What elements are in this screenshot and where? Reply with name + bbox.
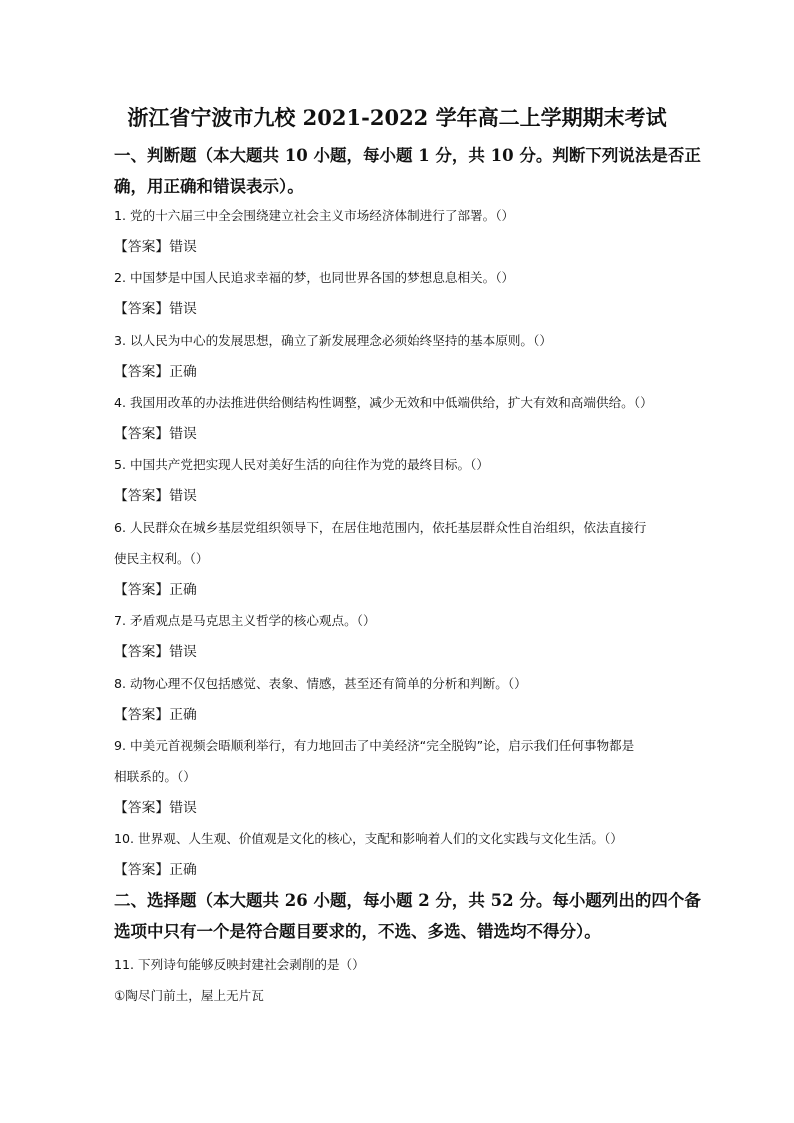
answer-tag: 【答案】 xyxy=(114,582,170,598)
answer-value: 正确 xyxy=(169,364,197,380)
answer-tag: 【答案】 xyxy=(114,301,170,317)
answer-3 xyxy=(114,362,197,382)
answer-value: 正确 xyxy=(169,707,197,723)
answer-tag: 【答案】 xyxy=(114,644,170,660)
question-9-continued: 相联系的。（） xyxy=(114,769,196,784)
answer-9 xyxy=(114,798,197,818)
section-heading-choice: 二、选择题（本大题共 26 小题，每小题 2 分，共 52 分。每小题列出的四个备选项中只有一个是符合题目要求的，不选、多选、错选均不得分）。 xyxy=(114,891,701,941)
answer-2 xyxy=(114,299,197,319)
answer-tag: 【答案】 xyxy=(114,239,170,255)
question-6: 6. 人民群众在城乡基层党组织领导下，在居住地范围内，依托基层群众性自治组织，依法直接行 xyxy=(114,520,647,535)
answer-tag: 【答案】 xyxy=(114,800,170,816)
answer-value: 错误 xyxy=(169,239,197,255)
question-10: 10. 世界观、人生观、价值观是文化的核心，支配和影响着人们的文化实践与文化生活。（） xyxy=(114,831,623,846)
answer-8 xyxy=(114,705,197,725)
answer-value: 正确 xyxy=(169,582,197,598)
question-1: 1. 党的十六届三中全会围绕建立社会主义市场经济体制进行了部署。（） xyxy=(114,208,515,223)
question-11: 11. 下列诗句能够反映封建社会剥削的是（） xyxy=(114,957,365,972)
answer-tag: 【答案】 xyxy=(114,426,170,442)
answer-value: 错误 xyxy=(169,800,197,816)
answer-6 xyxy=(114,580,197,600)
question-8: 8. 动物心理不仅包括感觉、表象、情感，甚至还有简单的分析和判断。（） xyxy=(114,676,527,691)
answer-value: 错误 xyxy=(169,426,197,442)
answer-tag: 【答案】 xyxy=(114,364,170,380)
answer-4 xyxy=(114,424,197,444)
answer-value: 正确 xyxy=(169,862,197,878)
question-6-continued: 使民主权利。（） xyxy=(114,551,209,566)
question-9: 9. 中美元首视频会晤顺利举行，有力地回击了中美经济“完全脱钩”论，启示我们任何事物都是 xyxy=(114,738,635,753)
question-4: 4. 我国用改革的办法推进供给侧结构性调整，减少无效和中低端供给，扩大有效和高端供给。（） xyxy=(114,395,653,410)
answer-5 xyxy=(114,486,197,506)
answer-value: 错误 xyxy=(169,644,197,660)
question-11-option-1: ①陶尽门前土，屋上无片瓦 xyxy=(114,988,264,1003)
answer-tag: 【答案】 xyxy=(114,707,170,723)
answer-1 xyxy=(114,237,197,257)
question-3: 3. 以人民为中心的发展思想，确立了新发展理念必须始终坚持的基本原则。（） xyxy=(114,333,552,348)
answer-10 xyxy=(114,860,197,880)
answer-tag: 【答案】 xyxy=(114,862,170,878)
answer-tag: 【答案】 xyxy=(114,488,170,504)
question-7: 7. 矛盾观点是马克思主义哲学的核心观点。（） xyxy=(114,613,376,628)
section-heading-judgment: 一、判断题（本大题共 10 小题，每小题 1 分，共 10 分。判断下列说法是否正确，用正确和错误表示）。 xyxy=(114,146,701,196)
answer-value: 错误 xyxy=(169,488,197,504)
answer-7 xyxy=(114,642,197,662)
question-5: 5. 中国共产党把实现人民对美好生活的向往作为党的最终目标。（） xyxy=(114,457,489,472)
page-title: 浙江省宁波市九校 2021-2022 学年高二上学期期末考试 xyxy=(127,105,667,130)
answer-value: 错误 xyxy=(169,301,197,317)
question-2: 2. 中国梦是中国人民追求幸福的梦，也同世界各国的梦想息息相关。（） xyxy=(114,270,515,285)
